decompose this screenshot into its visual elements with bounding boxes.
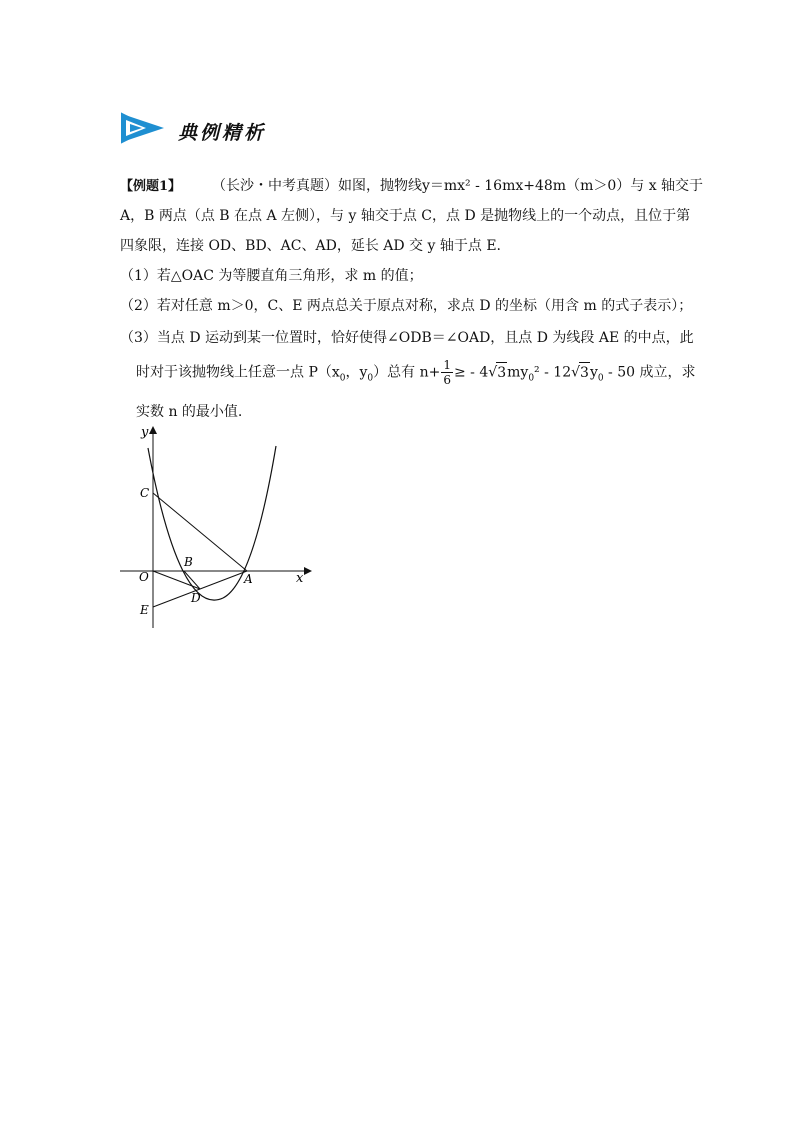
y-axis-arrow-icon (149, 426, 157, 434)
parabola-equation: y＝mx² - 16mx+48m（m＞0） (421, 178, 631, 194)
question-3-line-1: （3）当点 D 运动到某一位置时，恰好使得∠ODB＝∠OAD，且点 D 为线段 AE 的中点，此 (120, 330, 694, 346)
problem-line-3: 四象限，连接 OD、BD、AC、AD，延长 AD 交 y 轴于点 E. (120, 238, 501, 254)
question-1: （1）若△OAC 为等腰直角三角形，求 m 的值； (120, 268, 423, 284)
label-y: y (141, 425, 149, 440)
label-O: O (139, 570, 149, 584)
question-3-line-2 (136, 358, 696, 388)
problem-line-1 (120, 176, 703, 197)
sqrt-radicand: 3 (579, 362, 590, 383)
q3-text-g: ² - 12 (534, 364, 572, 381)
q3-text-i: y (589, 364, 598, 381)
parabola-figure (118, 418, 318, 633)
sqrt-radicand: 3 (496, 362, 507, 383)
segment-OD (153, 571, 200, 589)
q3-text-b: ，y (345, 364, 368, 381)
q3-text-d: ≥ - 4 (454, 364, 489, 381)
q3-text-j: - 50 成立，求 (603, 364, 696, 381)
question-2: （2）若对任意 m＞0，C、E 两点总关于原点对称，求点 D 的坐标（用含 m 的式子表示）； (120, 298, 693, 314)
label-E: E (140, 603, 149, 617)
section-title: 典例精析 (178, 122, 267, 144)
subscript-0: 0 (597, 373, 604, 384)
sqrt-icon: √ (488, 364, 498, 381)
fraction-numerator: 1 (443, 358, 451, 372)
parabola-curve (148, 446, 276, 600)
sqrt-icon: √ (571, 364, 581, 381)
problem-line-2: A，B 两点（点 B 在点 A 左侧），与 y 轴交于点 C，点 D 是抛物线上的一个动点，且位于第 (120, 208, 691, 224)
q3-text-a: 时对于该抛物线上任意一点 P（x (136, 364, 340, 381)
q3-text-f: my (507, 364, 529, 381)
problem-tag: 【例题1】 (120, 179, 182, 194)
label-A: A (244, 572, 253, 586)
fraction (441, 358, 453, 387)
q3-text-c: ）总有 n+ (373, 364, 441, 381)
problem-intro-end: 与 x 轴交于 (630, 178, 704, 194)
subscript-0: 0 (528, 373, 535, 384)
label-x: x (296, 571, 304, 586)
problem-source: （长沙・中考真题） (211, 178, 338, 194)
label-B: B (184, 555, 193, 569)
fraction-denominator: 6 (443, 373, 451, 387)
segment-CA (153, 493, 247, 571)
problem-intro: 如图，抛物线 (337, 178, 422, 194)
question-3-line-3: 实数 n 的最小值. (136, 404, 243, 420)
subscript-0: 0 (339, 373, 346, 384)
label-C: C (140, 486, 150, 500)
x-axis-arrow-icon (304, 567, 312, 575)
subscript-0: 0 (367, 373, 374, 384)
triangle-arrow-icon (120, 110, 166, 146)
label-D: D (191, 591, 201, 605)
